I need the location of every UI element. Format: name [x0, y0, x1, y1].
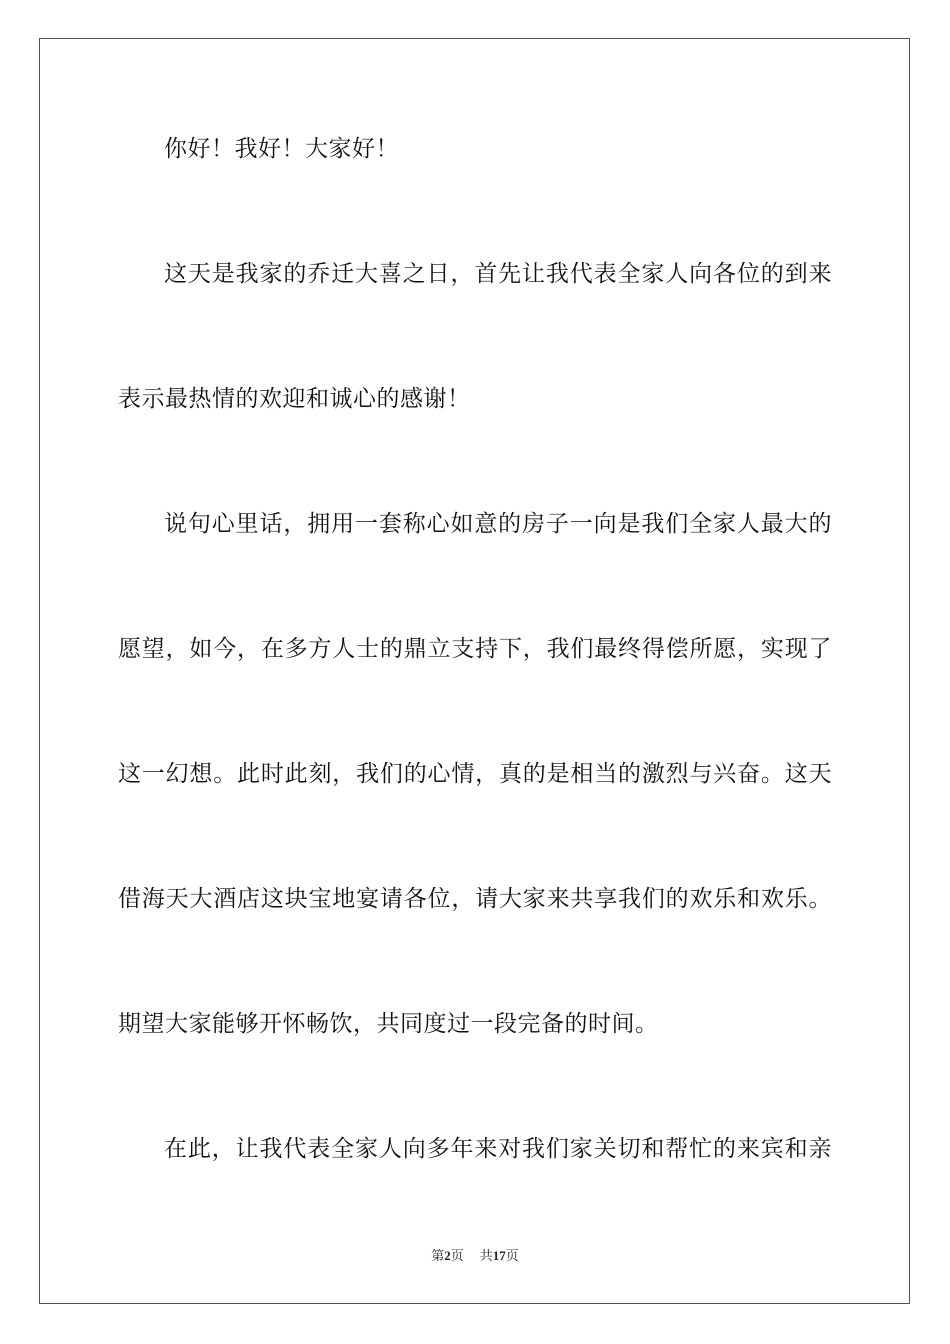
total-prefix: 共: [479, 1248, 493, 1263]
paragraph-line: 借海天大酒店这块宝地宴请各位，请大家来共享我们的欢乐和欢乐。: [118, 886, 832, 912]
paragraph-line: 这一幻想。此时此刻，我们的心情，真的是相当的激烈与兴奋。这天: [118, 761, 832, 787]
page-border: [39, 38, 910, 1304]
total-pages: 17: [492, 1248, 506, 1263]
paragraph-line: 在此，让我代表全家人向多年来对我们家关切和帮忙的来宾和亲: [164, 1136, 832, 1162]
total-suffix: 页: [505, 1248, 519, 1263]
paragraph-line: 期望大家能够开怀畅饮，共同度过一段完备的时间。: [118, 1011, 659, 1037]
paragraph-line: 表示最热情的欢迎和诚心的感谢！: [118, 386, 471, 412]
page-number: 2: [444, 1248, 451, 1263]
paragraph-line: 说句心里话，拥用一套称心如意的房子一向是我们全家人最大的: [164, 511, 832, 537]
paragraph-line: 这天是我家的乔迁大喜之日，首先让我代表全家人向各位的到来: [164, 261, 832, 287]
page-footer: [0, 1247, 950, 1265]
greeting-line: 你好！我好！大家好！: [164, 136, 399, 162]
page-prefix: 第: [431, 1248, 445, 1263]
paragraph-line: 愿望，如今，在多方人士的鼎立支持下，我们最终得偿所愿，实现了: [118, 636, 832, 662]
page-suffix: 页: [450, 1248, 464, 1263]
